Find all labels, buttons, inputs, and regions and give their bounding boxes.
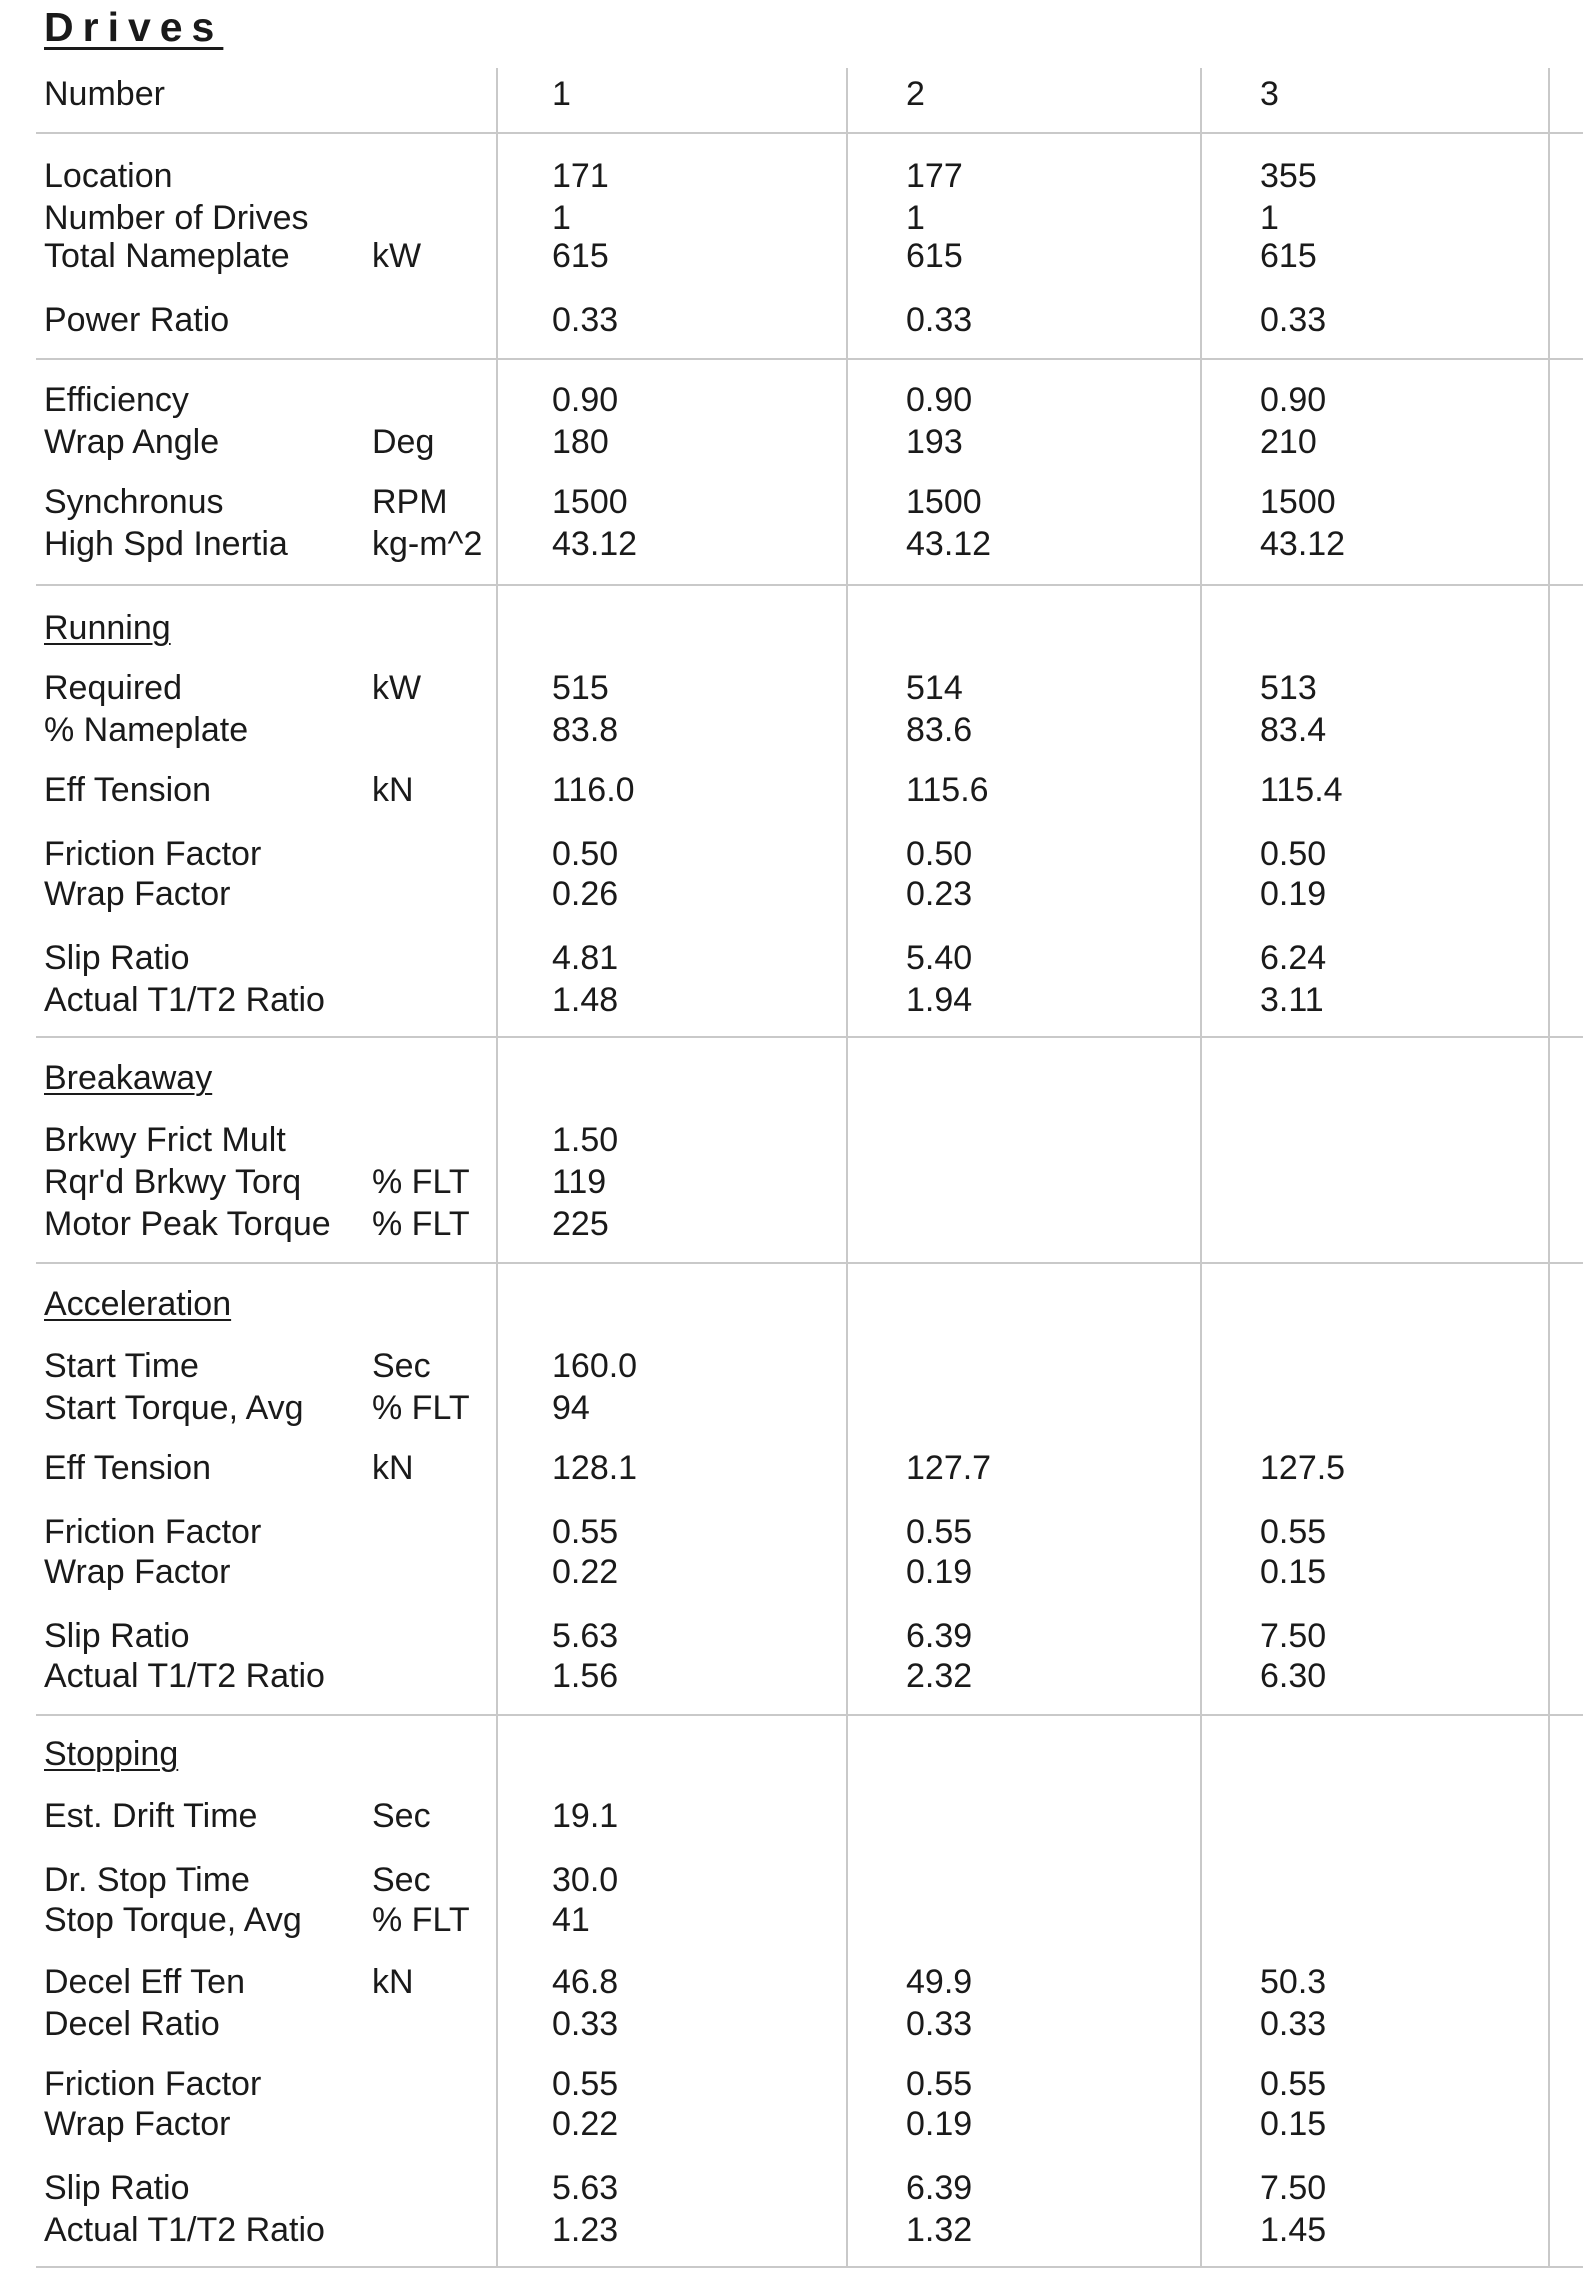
drive-3-value: 115.4 [1260, 771, 1343, 809]
drive-1-value: 94 [552, 1389, 590, 1427]
drive-1-value: 1.23 [552, 2211, 619, 2249]
section-stopping: Stopping [44, 1735, 179, 1773]
drive-1-value: 0.33 [552, 301, 619, 339]
drive-2-value: 0.19 [906, 1553, 973, 1591]
row-label: Total Nameplate [44, 237, 290, 275]
drive-1-value: 1.56 [552, 1657, 619, 1695]
table-row [0, 2104, 1583, 2144]
drive-2-value: 1 [906, 199, 925, 237]
row-label: Friction Factor [44, 835, 262, 873]
table-row [0, 2210, 1583, 2250]
table-row [0, 980, 1583, 1020]
section-breakaway: Breakaway [44, 1059, 213, 1097]
drive-1-value: 0.55 [552, 2065, 619, 2103]
row-label: Actual T1/T2 Ratio [44, 1657, 325, 1695]
table-row [0, 1552, 1583, 1592]
row-label: Location [44, 157, 173, 195]
table-row [0, 1162, 1583, 1202]
drive-number-3: 3 [1260, 75, 1279, 113]
row-label: Wrap Factor [44, 1553, 231, 1591]
row-label: Dr. Stop Time [44, 1861, 250, 1899]
row-label: Wrap Factor [44, 875, 231, 913]
table-row [0, 380, 1583, 420]
row-label: Brkwy Frict Mult [44, 1121, 286, 1159]
row-unit: Sec [372, 1861, 431, 1899]
drive-3-value: 0.50 [1260, 835, 1327, 873]
row-label: Start Time [44, 1347, 199, 1385]
table-row [0, 422, 1583, 462]
drive-1-value: 4.81 [552, 939, 619, 977]
drive-3-value: 83.4 [1260, 711, 1327, 749]
row-label: Friction Factor [44, 1513, 262, 1551]
row-divider [36, 358, 1583, 360]
row-label: Slip Ratio [44, 2169, 190, 2207]
drive-3-value: 6.24 [1260, 939, 1327, 977]
drive-number-2: 2 [906, 75, 925, 113]
table-row [0, 236, 1583, 276]
row-unit: kg-m^2 [372, 525, 483, 563]
row-label: Eff Tension [44, 771, 211, 809]
table-row [0, 2004, 1583, 2044]
drive-1-value: 0.55 [552, 1513, 619, 1551]
table-row [0, 198, 1583, 238]
drive-2-value: 514 [906, 669, 963, 707]
row-divider [36, 1714, 1583, 1716]
row-label: Slip Ratio [44, 1617, 190, 1655]
table-row [0, 710, 1583, 750]
row-divider [36, 1262, 1583, 1264]
drive-3-value: 513 [1260, 669, 1317, 707]
row-label: Motor Peak Torque [44, 1205, 331, 1243]
row-label: Power Ratio [44, 301, 230, 339]
drive-3-value: 615 [1260, 237, 1317, 275]
header-row [0, 74, 1583, 114]
drive-2-value: 5.40 [906, 939, 973, 977]
section-running: Running [44, 609, 171, 647]
drive-1-value: 30.0 [552, 1861, 619, 1899]
row-label: Wrap Angle [44, 423, 220, 461]
row-label: Rqr'd Brkwy Torq [44, 1163, 302, 1201]
table-row [0, 1796, 1583, 1836]
drive-2-value: 6.39 [906, 1617, 973, 1655]
drive-1-value: 515 [552, 669, 609, 707]
drive-3-value: 0.90 [1260, 381, 1327, 419]
table-row [0, 1120, 1583, 1160]
row-label: Wrap Factor [44, 2105, 231, 2143]
drive-2-value: 0.90 [906, 381, 973, 419]
drive-3-value: 0.19 [1260, 875, 1327, 913]
drive-2-value: 83.6 [906, 711, 973, 749]
drive-2-value: 0.50 [906, 835, 973, 873]
row-unit: % FLT [372, 1901, 470, 1939]
table-row [0, 1512, 1583, 1552]
row-unit: % FLT [372, 1389, 470, 1427]
drive-1-value: 180 [552, 423, 609, 461]
drive-2-value: 0.23 [906, 875, 973, 913]
drive-3-value: 0.55 [1260, 1513, 1327, 1551]
table-row [0, 1616, 1583, 1656]
row-label: Number of Drives [44, 199, 309, 237]
row-divider [36, 132, 1583, 134]
drive-2-value: 43.12 [906, 525, 992, 563]
drive-2-value: 6.39 [906, 2169, 973, 2207]
drive-2-value: 0.33 [906, 2005, 973, 2043]
drive-3-value: 50.3 [1260, 1963, 1327, 2001]
table-row [0, 874, 1583, 914]
table-row [0, 1388, 1583, 1428]
row-label: Decel Ratio [44, 2005, 220, 2043]
drive-1-value: 1.48 [552, 981, 619, 1019]
drive-1-value: 0.22 [552, 1553, 619, 1591]
drive-1-value: 128.1 [552, 1449, 638, 1487]
row-unit: kN [372, 1449, 414, 1487]
table-row [0, 1962, 1583, 2002]
drive-1-value: 0.33 [552, 2005, 619, 2043]
row-unit: Sec [372, 1797, 431, 1835]
drive-1-value: 0.50 [552, 835, 619, 873]
table-row [0, 668, 1583, 708]
row-label: Actual T1/T2 Ratio [44, 2211, 325, 2249]
table-row [0, 1900, 1583, 1940]
row-label: Friction Factor [44, 2065, 262, 2103]
table-row [0, 1860, 1583, 1900]
row-label: Required [44, 669, 182, 707]
drive-2-value: 2.32 [906, 1657, 973, 1695]
table-row [0, 482, 1583, 522]
drive-2-value: 1.32 [906, 2211, 973, 2249]
drive-2-value: 0.55 [906, 2065, 973, 2103]
table-row [0, 1448, 1583, 1488]
drive-1-value: 1500 [552, 483, 628, 521]
drive-2-value: 1500 [906, 483, 982, 521]
row-unit: RPM [372, 483, 448, 521]
row-divider [36, 2266, 1583, 2268]
drive-1-value: 1 [552, 199, 571, 237]
drive-1-value: 83.8 [552, 711, 619, 749]
row-unit: kN [372, 1963, 414, 2001]
table-row [0, 1656, 1583, 1696]
row-label: Est. Drift Time [44, 1797, 258, 1835]
table-row [0, 834, 1583, 874]
table-row [0, 2168, 1583, 2208]
drive-3-value: 355 [1260, 157, 1317, 195]
drive-3-value: 0.33 [1260, 2005, 1327, 2043]
section-acceleration: Acceleration [44, 1285, 232, 1323]
row-unit: kN [372, 771, 414, 809]
drive-3-value: 127.5 [1260, 1449, 1346, 1487]
drive-1-value: 615 [552, 237, 609, 275]
drive-3-value: 0.33 [1260, 301, 1327, 339]
table-row [0, 1204, 1583, 1244]
drive-3-value: 7.50 [1260, 2169, 1327, 2207]
table-row [0, 1346, 1583, 1386]
table-row [0, 938, 1583, 978]
drive-2-value: 127.7 [906, 1449, 992, 1487]
drive-1-value: 1.50 [552, 1121, 619, 1159]
drive-1-value: 5.63 [552, 1617, 619, 1655]
drive-1-value: 19.1 [552, 1797, 619, 1835]
table-row [0, 300, 1583, 340]
header-label: Number [44, 75, 165, 113]
drive-3-value: 1.45 [1260, 2211, 1327, 2249]
drive-3-value: 0.15 [1260, 2105, 1327, 2143]
row-label: Start Torque, Avg [44, 1389, 304, 1427]
table-row [0, 2064, 1583, 2104]
row-unit: Sec [372, 1347, 431, 1385]
table-row [0, 524, 1583, 564]
drive-2-value: 1.94 [906, 981, 973, 1019]
drive-1-value: 116.0 [552, 771, 635, 809]
drive-1-value: 5.63 [552, 2169, 619, 2207]
drive-1-value: 41 [552, 1901, 590, 1939]
drive-3-value: 1500 [1260, 483, 1336, 521]
drive-3-value: 6.30 [1260, 1657, 1327, 1695]
drive-number-1: 1 [552, 75, 571, 113]
row-label: High Spd Inertia [44, 525, 288, 563]
row-label: Synchronus [44, 483, 224, 521]
drive-2-value: 0.55 [906, 1513, 973, 1551]
row-unit: % FLT [372, 1163, 470, 1201]
drive-3-value: 7.50 [1260, 1617, 1327, 1655]
drive-3-value: 0.15 [1260, 1553, 1327, 1591]
drive-1-value: 0.90 [552, 381, 619, 419]
row-unit: kW [372, 669, 422, 707]
drive-3-value: 0.55 [1260, 2065, 1327, 2103]
row-unit: kW [372, 237, 422, 275]
drive-1-value: 46.8 [552, 1963, 619, 2001]
drive-1-value: 225 [552, 1205, 609, 1243]
drive-2-value: 115.6 [906, 771, 989, 809]
drive-2-value: 0.19 [906, 2105, 973, 2143]
page-title: Drives [44, 4, 224, 50]
row-label: Efficiency [44, 381, 189, 419]
row-label: Stop Torque, Avg [44, 1901, 302, 1939]
drive-1-value: 43.12 [552, 525, 638, 563]
row-unit: % FLT [372, 1205, 470, 1243]
drive-2-value: 0.33 [906, 301, 973, 339]
drive-1-value: 0.22 [552, 2105, 619, 2143]
row-label: Actual T1/T2 Ratio [44, 981, 325, 1019]
row-label: % Nameplate [44, 711, 249, 749]
drive-2-value: 193 [906, 423, 963, 461]
drive-1-value: 160.0 [552, 1347, 638, 1385]
row-divider [36, 1036, 1583, 1038]
drive-2-value: 49.9 [906, 1963, 973, 2001]
drive-3-value: 1 [1260, 199, 1279, 237]
row-unit: Deg [372, 423, 435, 461]
drive-1-value: 119 [552, 1163, 607, 1201]
row-divider [36, 584, 1583, 586]
table-row [0, 770, 1583, 810]
row-label: Slip Ratio [44, 939, 190, 977]
table-row [0, 156, 1583, 196]
drive-3-value: 210 [1260, 423, 1317, 461]
drive-2-value: 177 [906, 157, 963, 195]
row-label: Decel Eff Ten [44, 1963, 245, 2001]
drive-3-value: 3.11 [1260, 981, 1324, 1019]
drive-1-value: 0.26 [552, 875, 619, 913]
drive-1-value: 171 [552, 157, 609, 195]
drive-2-value: 615 [906, 237, 963, 275]
row-label: Eff Tension [44, 1449, 211, 1487]
drive-3-value: 43.12 [1260, 525, 1346, 563]
